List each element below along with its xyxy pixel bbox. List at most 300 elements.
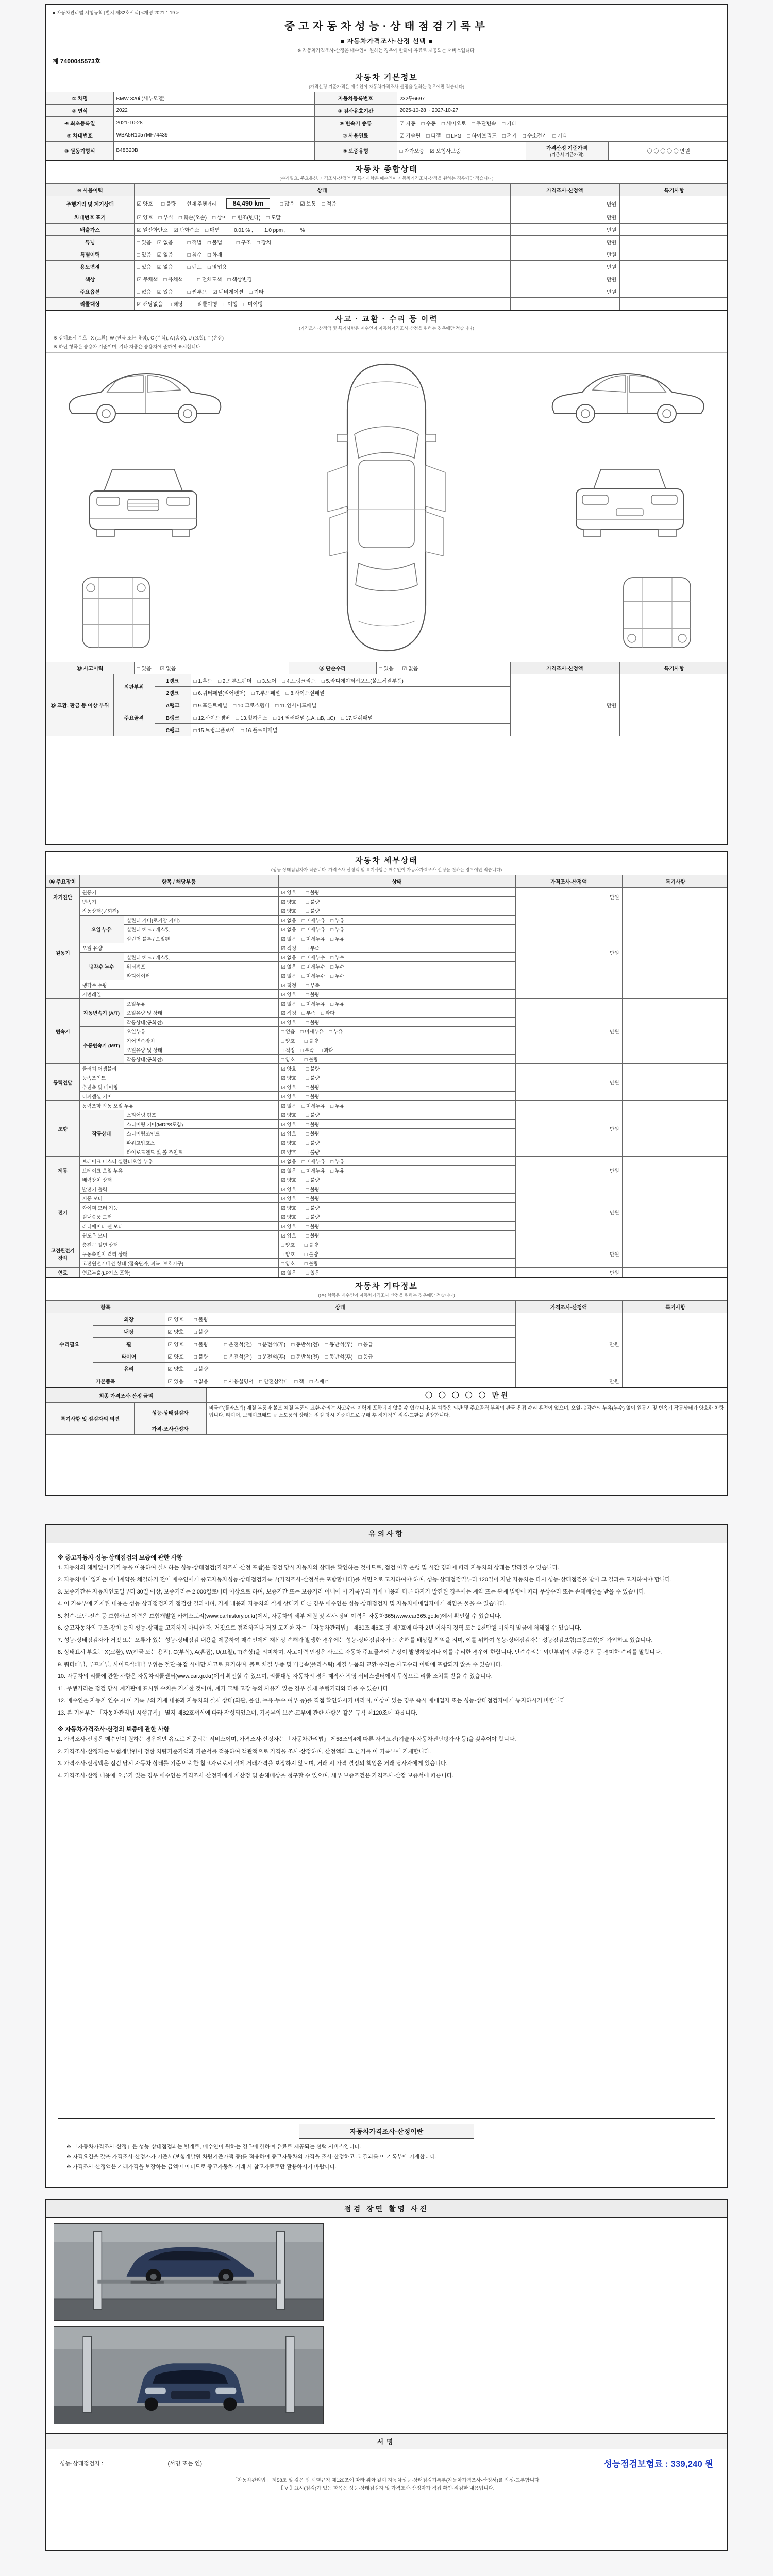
- accident-summary-table: [46, 662, 728, 674]
- item-cell: 기어변속장치: [124, 1036, 278, 1045]
- field-label: ③ 검사유효기간: [314, 105, 397, 117]
- rear-underbody-diagram: [608, 571, 706, 654]
- mileage-usage: □ 많음 ☑ 보통 □ 적음: [280, 201, 337, 207]
- device-label: 동력전달: [46, 1064, 79, 1101]
- state-cell: ☑ 없음 □ 미세누유 □ 누유: [278, 1101, 515, 1110]
- item-cell: 워터펌프: [124, 962, 278, 971]
- state-cell: □ 양호 □ 불량: [278, 1249, 515, 1259]
- color-state: ☑ 무채색 □ 유채색 □ 전체도색 □ 색상변경: [134, 273, 510, 285]
- price-column-header: 가격조사·산정액: [515, 875, 622, 888]
- item-cell: 라디에이터 팬 모터: [79, 1222, 278, 1231]
- state-cell: ☑ 양호 □ 불량 □ 운전석(전) □ 운전석(후) □ 동반석(전) □ 동반석(후) □ 응급: [165, 1338, 515, 1350]
- note-cell: [619, 211, 728, 224]
- table-row: [46, 196, 728, 211]
- state-code-legend: ※ 상태표시 부호 : X (교환), W (판금 또는 용접), C (부식), A (흠집), U (요철), T (손상): [54, 335, 224, 341]
- outer-panel-label: 외판부위: [113, 674, 155, 699]
- price-cell: 만원: [510, 211, 619, 224]
- notice-item: 1. 자동차의 해체없이 기기 등을 이용하여 실시하는 성능·상태점검(가격조사·산정 포함)은 점검 당시 자동차의 상태를 확인하는 것이므로, 점검 이후 운행 및 시간 경과에 따라 자동차의 상태는 달라질 수 있습니다.: [58, 1565, 560, 1571]
- table-row: [46, 129, 728, 142]
- row-label: 내장: [93, 1326, 165, 1338]
- transmission-checkboxes: ☑ 자동 □ 수동 □ 세미오토 □ 무단변속 □ 기타: [397, 117, 728, 129]
- state-cell: ☑ 양호 □ 불량 □ 운전석(전) □ 운전석(후) □ 동반석(전) □ 동반석(후) □ 응급: [165, 1350, 515, 1363]
- item-cell: 브레이크 마스터 실린더오일 누유: [79, 1157, 278, 1166]
- state-cell: ☑ 양호 □ 불량: [278, 990, 515, 999]
- note-cell: [619, 236, 728, 248]
- item-cell: 스티어링 펌프: [124, 1110, 278, 1120]
- item-cell: 윈도우 모터: [79, 1231, 278, 1240]
- item-cell: 구동축전지 격리 상태: [79, 1249, 278, 1259]
- row-label: 휠: [93, 1338, 165, 1350]
- price-cell: 만원: [510, 224, 619, 236]
- model-year-value: 2022: [113, 105, 314, 117]
- simple-repair-label: ⑭ 단순수리: [289, 662, 376, 674]
- table-row: [46, 248, 728, 261]
- item-cell: 원동기: [79, 888, 278, 897]
- item-cell: 실린더 헤드 / 개스킷: [124, 925, 278, 934]
- field-label: 자동차등록번호: [314, 92, 397, 105]
- note-cell: [622, 999, 728, 1064]
- appraiser-opinion-label: 가격·조사산정자: [134, 1422, 206, 1434]
- field-label: ⑦ 사용연료: [314, 129, 397, 142]
- rankA-items: □ 9.프론트패널 □ 10.크로스멤버 □ 11.인사이드패널: [191, 699, 510, 711]
- rankB-items: □ 12.사이드멤버 □ 13.휠하우스 □ 14.필러패널 (□A, □B, □C) □ 17.대쉬패널: [191, 711, 510, 724]
- car-side-view-right-diagram: [543, 360, 713, 432]
- table-row: [46, 662, 728, 674]
- table-row: [46, 674, 728, 687]
- note-cell: [619, 248, 728, 261]
- notice-item: 3. 가격조사·산정액은 점검 당시 자동차 상태를 기준으로 한 참고자료로서 실제 거래가격을 보장하지 않으며, 거래 시 가격 결정의 책임은 거래 당사자에게 있습니다.: [58, 1760, 448, 1767]
- item-cell: 클러치 어셈블리: [79, 1064, 278, 1073]
- notice-item: 10. 자동차의 리콜에 관한 사항은 자동차리콜센터(www.car.go.kr)에서 확인할 수 있으며, 리콜대상 자동차의 경우 제작사 직영 서비스센터에서 무상으로 리콜 조치를 받을 수 있습니다.: [58, 1673, 493, 1680]
- rankC-items: □ 15.트렁크플로어 □ 16.플로어패널: [191, 724, 510, 736]
- row-label: 용도변경: [46, 261, 134, 273]
- accident-history-state: □ 있음 ☑ 없음: [134, 662, 289, 674]
- price-cell: 만원: [510, 273, 619, 285]
- item-cell: 작동상태(공회전): [124, 1018, 278, 1027]
- item-cell: 브레이크 오일 누유: [79, 1166, 278, 1175]
- state-cell: ☑ 없음 □ 미세누유 □ 누유: [278, 1166, 515, 1175]
- price-column-header: 가격조사·산정액: [510, 662, 619, 674]
- notice-item: 2. 자동차매매업자는 매매계약을 체결하기 전에 매수인에게 중고자동차성능·상태점검기록부(가격조사·산정서를 포함합니다)를 서면으로 고지하여야 하며, 성능·상태점검일부터 120일이 지난 자동차는 다시 성능·상태점검을 받아 그 결과를 고지하여야 합니다.: [58, 1577, 672, 1583]
- state-cell: ☑ 양호 □ 불량: [165, 1313, 515, 1326]
- car-top-view-diagram: [318, 357, 455, 658]
- field-label: ⑨ 보증유형: [314, 142, 397, 160]
- state-cell: ☑ 양호 □ 불량: [278, 1175, 515, 1184]
- state-cell: ☑ 양호 □ 불량: [278, 1203, 515, 1212]
- price-cell: 만원: [515, 1101, 622, 1157]
- inspection-photo-2: [54, 2326, 324, 2424]
- table-row: [46, 92, 728, 105]
- item-cell: 디퍼렌셜 기어: [79, 1092, 278, 1101]
- notice-item: 6. 중고자동차의 구조·장치 등의 성능·상태를 고지하지 아니한 자, 거짓으로 점검하거나 거짓 고지한 자는 「자동차관리법」 제80조제6호 및 제7호에 따라 2년 이하의 징역 또는 2천만원 이하의 벌금에 처해질 수 있습니다.: [58, 1625, 582, 1632]
- table-row: [46, 1101, 728, 1110]
- item-cell: 작동상태(공회전): [124, 1055, 278, 1064]
- device-label: 자기진단: [46, 888, 79, 906]
- note-cell: [619, 261, 728, 273]
- row-label: 주행거리 및 계기상태: [46, 196, 134, 211]
- basic-info-table: [46, 92, 728, 160]
- price-cell: 만원: [510, 285, 619, 298]
- price-cell: 만원: [515, 999, 622, 1064]
- subgroup-label: 수동변속기 (M/T): [79, 1027, 124, 1064]
- item-cell: 작동상태(공회전): [79, 906, 278, 916]
- photo-section-title: 점검 장면 촬영 사진: [46, 2200, 727, 2218]
- notice-item: 1. 가격조사·산정은 매수인이 원하는 경우에만 유료로 제공되는 서비스이며, 가격조사·산정자는 「자동차관리법」 제58조의4에 따른 자격요건(기술사·자동차진단평가사 등)을 갖추어야 합니다.: [58, 1736, 516, 1743]
- row-label: 특별이력: [46, 248, 134, 261]
- fuel-type-checkboxes: ☑ 가솔린 □ 디젤 □ LPG □ 하이브리드 □ 전기 □ 수소전기 □ 기타: [397, 129, 728, 142]
- usage-change-state: □ 있음 ☑ 없음 □ 렌트 □ 영업용: [134, 261, 510, 273]
- item-cell: 파워고압호스: [124, 1138, 278, 1147]
- table-row: [46, 298, 728, 310]
- table-row: [46, 142, 728, 160]
- state-cell: ☑ 없음 □ 미세누유 □ 누유: [278, 1157, 515, 1166]
- signature-row: [46, 2449, 727, 2472]
- footer-line-1: 「자동차관리법」 제58조 및 같은 법 시행규칙 제120조에 따라 위와 같이 자동차성능·상태점검기록부(자동차가격조사·산정서)를 작성·교부합니다.: [232, 2478, 541, 2483]
- tuning-state: □ 있음 ☑ 없음 □ 적법 □ 불법 □ 구조 □ 장치: [134, 236, 510, 248]
- accident-history-label: ⑬ 사고이력: [46, 662, 134, 674]
- repair-needed-label: 수리필요: [46, 1313, 93, 1375]
- diagram-basis-note: ※ 하단 항목은 승용차 기준이며, 기타 차종은 승용차에 준하여 표시합니다.: [54, 344, 202, 349]
- item-cell: 실린더 블록 / 오일팬: [124, 934, 278, 943]
- state-cell: ☑ 없음 □ 미세누수 □ 누수: [278, 971, 515, 980]
- notice-item: 12. 매수인은 자동차 인수 시 이 기록부의 기재 내용과 자동차의 실제 상태(외관, 옵션, 누유·누수 여부 등)를 직접 확인하시기 바라며, 이상이 있는 경우 즉시 매매업자 또는 성능·상태점검자에게 통지하시기 바랍니다.: [58, 1698, 567, 1704]
- notice-item: 3. 보증기간은 자동차인도일부터 30일 이상, 보증거리는 2,000킬로미터 이상으로 하며, 보증기간 또는 보증거리 이내에 이 기록부의 기재 내용과 다른 하자가 발견된 경우에는 계약 또는 관계 법령에 따라 무상수리 또는 손해배상을 받을 수 있습니다.: [58, 1588, 646, 1595]
- rank2-items: □ 6.쿼터패널(리어펜더) □ 7.루프패널 □ 8.사이드실패널: [191, 687, 510, 699]
- note-cell: [622, 888, 728, 906]
- note-cell: [619, 285, 728, 298]
- state-cell: ☑ 양호 □ 불량: [278, 1064, 515, 1073]
- note-cell: [622, 1240, 728, 1268]
- device-label: 조향: [46, 1101, 79, 1157]
- plate-number-value: 232두6697: [397, 92, 728, 105]
- inspector-opinion-text: 비금속(플라스틱) 재질 부품과 볼트 체결 부품의 교환·수리는 사고수리 이력에 포함되지 않을 수 있습니다. 본 차량은 외판 및 주요골격 부위의 판금·용접 수리 흔적이 없으며, 오일·냉각수의 누유(누수) 없이 원동기 및 변속기 작동상태가 양호한 차량입니다. 타이어, 브레이크패드 등 소모품의 상태는 점검 당시 기준이므로 구매 후 정기적인 점검·교환을 권장합니다.: [206, 1403, 728, 1422]
- item-cell: 오일 유량: [79, 943, 278, 953]
- price-definition-line: ※ 자격요건을 갖춘 가격조사·산정자가 기준서(보험개발원 차량기준가액 등)를 적용하여 중고자동차의 가격을 조사·산정하고 그 결과를 이 기록부에 기재합니다.: [66, 2154, 437, 2160]
- row-label: 차대번호 표기: [46, 211, 134, 224]
- state-cell: ☑ 양호 □ 불량: [278, 1194, 515, 1203]
- page-title: 중고자동차성능·상태점검기록부: [284, 21, 489, 32]
- rank1-items: □ 1.후드 □ 2.프론트펜더 □ 3.도어 □ 4.트렁크리드 □ 5.라디에이터서포트(볼트체결부품): [191, 674, 510, 687]
- table-row: [46, 906, 728, 916]
- vehicle-damage-diagrams: [46, 352, 727, 662]
- warranty-type-checkboxes: □ 자가보증 ☑ 보험사보증: [397, 142, 526, 160]
- note-cell: [622, 1157, 728, 1184]
- row-label: 주요옵션: [46, 285, 134, 298]
- notice-item: 9. 쿼터패널, 루프패널, 사이드실패널 부위는 절단·용접 시에만 사고로 표기하며, 볼트 체결 부품 및 비금속(플라스틱) 재질 부품의 교환·수리는 사고수리 이력에 포함되지 않을 수 있습니다.: [58, 1661, 502, 1668]
- item-column-header: 항목 / 해당부품: [79, 875, 278, 888]
- row-label: 튜닝: [46, 236, 134, 248]
- item-cell: 실린더 커버(로커암 커버): [124, 916, 278, 925]
- price-cell: 만원: [515, 888, 622, 906]
- basic-items-state: ☑ 있음 □ 없음 □ 사용설명서 □ 안전삼각대 □ 잭 □ 스패너: [165, 1375, 515, 1387]
- row-label: 리콜대상: [46, 298, 134, 310]
- price-cell: 만원: [510, 261, 619, 273]
- regulation-reference: ■ 자동차관리법 시행규칙 [별지 제82호서식] <개정 2021.1.19.>: [53, 10, 179, 15]
- engine-type-value: B48B20B: [113, 142, 314, 160]
- item-cell: 고전원전기배선 상태 (접속단자, 피복, 보호기구): [79, 1259, 278, 1268]
- odometer-value: 84,490 km: [226, 198, 271, 209]
- item-cell: 라디에이터: [124, 971, 278, 980]
- emission-state: ☑ 일산화탄소 ☑ 탄화수소 □ 매연 0.01 % , 1.0 ppm , %: [134, 224, 510, 236]
- rankB-label: B랭크: [155, 711, 191, 724]
- note-cell: [619, 273, 728, 285]
- state-cell: ☑ 없음 □ 미세누유 □ 누유: [278, 925, 515, 934]
- table-header-row: [46, 875, 728, 888]
- state-cell: ☑ 양호 □ 불량: [278, 1110, 515, 1120]
- basic-section-title: 자동차 기본정보: [355, 73, 418, 82]
- document-number: 제 7400045573호: [53, 58, 101, 65]
- price-cell: 만원: [510, 236, 619, 248]
- state-cell: □ 양호 □ 불량: [278, 1036, 515, 1045]
- state-cell: ☑ 양호 □ 불량: [278, 1120, 515, 1129]
- document-page-4: [45, 2199, 728, 2551]
- notice-item: 8. 상태표시 부호는 X(교환), W(판금 또는 용접), C(부식), A(흠집), U(요철), T(손상)을 의미하며, 사고이력 인정은 사고로 자동차 주요골격에 손상이 발생하였거나 이를 수리한 경우에 한합니다. 단순수리는 외판부위의 판금·용접 등 경미한 수리를 말합니다.: [58, 1649, 662, 1656]
- field-label: ② 연식: [46, 105, 113, 117]
- car-rear-view-diagram: [563, 461, 697, 559]
- device-label: 고전원전기장치: [46, 1240, 79, 1268]
- price-definition-title: 자동차가격조사·산정이란: [299, 2124, 474, 2139]
- base-price-label: 가격산정 기준가격 (기준서 기준가격): [526, 142, 608, 160]
- table-row: [46, 1064, 728, 1073]
- document-page-3: [45, 1524, 728, 2188]
- section-basic-info: [46, 69, 727, 160]
- subgroup-label: 냉각수 누수: [79, 953, 124, 980]
- basic-section-note: (가격산정 기준가격은 매수인이 자동차가격조사·산정을 원하는 경우에만 적습니다): [309, 84, 464, 89]
- state-cell: ☑ 양호 □ 불량: [278, 1082, 515, 1092]
- item-cell: 시동 모터: [79, 1194, 278, 1203]
- exchange-rank-table: [46, 674, 728, 736]
- mileage-state-cell: [134, 196, 510, 211]
- table-header-row: [46, 184, 728, 196]
- section-accident-history: [46, 310, 727, 736]
- table-row: [46, 1313, 728, 1326]
- price-column-header: 가격조사·산정액: [510, 184, 619, 196]
- table-header-row: [46, 1301, 728, 1313]
- state-cell: ☑ 양호 □ 불량: [165, 1363, 515, 1375]
- state-column-header: 상태: [134, 184, 510, 196]
- section-detail-condition: [46, 852, 727, 1277]
- state-cell: ☑ 양호 □ 불량: [165, 1326, 515, 1338]
- notices-body: [46, 1543, 727, 2187]
- item-cell: 실린더 헤드 / 개스킷: [124, 953, 278, 962]
- state-cell: ☑ 양호 □ 불량: [278, 1018, 515, 1027]
- item-cell: 커먼레일: [79, 990, 278, 999]
- price-cell: 만원: [515, 1313, 622, 1375]
- price-cell: 만원: [515, 1268, 622, 1277]
- note-cell: [622, 1268, 728, 1277]
- inspection-insurance-fee: 성능점검보험료 : 339,240 원: [603, 2459, 713, 2469]
- simple-repair-state: □ 있음 ☑ 없음: [376, 662, 510, 674]
- item-cell: 와이퍼 모터 기능: [79, 1203, 278, 1212]
- notice-heading: ※ 중고자동차 성능·상태점검의 보증에 관한 사항: [58, 1555, 183, 1561]
- state-cell: ☑ 없음 □ 미세누수 □ 누수: [278, 962, 515, 971]
- car-front-view-diagram: [76, 461, 210, 559]
- price-definition-line: ※ 「자동차가격조사·산정」은 성능·상태점검과는 별개로, 매수인이 원하는 경우에 한하여 유료로 제공되는 선택 서비스입니다.: [66, 2143, 361, 2150]
- price-cell: 만원: [515, 1240, 622, 1268]
- overall-section-note: (수리필요, 주요옵션, 가격조사·산정액 및 특기사항은 매수인이 자동차가격조사·산정을 원하는 경우에만 적습니다): [279, 176, 494, 181]
- device-label: 전기: [46, 1184, 79, 1240]
- table-row: [46, 1240, 728, 1249]
- row-label: 색상: [46, 273, 134, 285]
- state-cell: □ 양호 □ 불량: [278, 1055, 515, 1064]
- front-underbody-diagram: [67, 571, 165, 654]
- etc-section-title: 자동차 기타정보: [355, 1282, 418, 1291]
- note-column-header: 특기사항: [619, 184, 728, 196]
- note-cell: [622, 1184, 728, 1240]
- table-row: [46, 236, 728, 248]
- price-cell: [510, 298, 619, 310]
- price-cell: 만원: [510, 248, 619, 261]
- etc-section-note: ((※) 항목은 매수인이 자동차가격조사·산정을 원하는 경우에만 적습니다): [318, 1293, 455, 1298]
- row-label: 외장: [93, 1313, 165, 1326]
- state-cell: ☑ 적정 □ 부족: [278, 980, 515, 990]
- basic-items-label: 기본품목: [46, 1375, 165, 1387]
- car-side-view-left-diagram: [60, 360, 230, 432]
- item-cell: 동력조향 작동 오일 누유: [79, 1101, 278, 1110]
- detail-condition-table: [46, 875, 728, 1277]
- state-cell: ☑ 양호 □ 불량: [278, 1138, 515, 1147]
- field-label: ① 차명: [46, 92, 113, 105]
- item-cell: 변속기: [79, 897, 278, 906]
- price-cell: 만원: [515, 906, 622, 999]
- notice-item: 2. 가격조사·산정자는 보험개발원이 정한 차량기준가액과 기준서를 적용하여 객관적으로 가격을 조사·산정하며, 산정액과 그 근거를 이 기록부에 기재합니다.: [58, 1748, 431, 1755]
- item-cell: 실내송풍 모터: [79, 1212, 278, 1222]
- form-header: [46, 5, 727, 69]
- field-label: ⑤ 차대번호: [46, 129, 113, 142]
- section-overall-condition: [46, 160, 727, 310]
- special-history-state: □ 있음 ☑ 없음 □ 침수 □ 화재: [134, 248, 510, 261]
- note-cell: [622, 1064, 728, 1101]
- signature-band: 서명: [46, 2433, 727, 2449]
- vehicle-name-value: BMW 320i (세부모델): [113, 92, 314, 105]
- detail-section-title: 자동차 세부상태: [355, 856, 418, 865]
- item-cell: 추진축 및 베어링: [79, 1082, 278, 1092]
- notice-item: 4. 이 기록부에 기재된 내용은 성능·상태점검자가 점검한 결과이며, 기재 내용과 자동차의 실제 상태가 다른 경우 매수인은 성능·상태점검자 및 자동차매매업자에게 책임을 물을 수 있습니다.: [58, 1601, 507, 1607]
- note-cell: [622, 1101, 728, 1157]
- price-definition-line: ※ 가격조사·산정액은 거래가격을 보장하는 금액이 아니므로 중고자동차 거래 시 참고자료로만 활용하시기 바랍니다.: [66, 2164, 337, 2171]
- final-price-table: [46, 1388, 728, 1435]
- form-footer: [46, 2472, 727, 2498]
- rankA-label: A랭크: [155, 699, 191, 711]
- state-cell: □ 없음 □ 미세누유 □ 누유: [278, 1027, 515, 1036]
- notices-title: 유의사항: [46, 1525, 727, 1543]
- subgroup-label: 자동변속기 (A/T): [79, 999, 124, 1027]
- inspection-period-value: 2025-10-28 ~ 2027-10-27: [397, 105, 728, 117]
- state-column-header: 상태: [278, 875, 515, 888]
- item-cell: 연료누출(LP가스 포함): [79, 1268, 278, 1277]
- appraiser-opinion-text: [206, 1422, 728, 1434]
- inspection-photos: [46, 2218, 727, 2433]
- price-column-header: 가격조사·산정액: [515, 1301, 622, 1313]
- item-cell: 발전기 출력: [79, 1184, 278, 1194]
- exchange-section-label: ⑮ 교환, 판금 등 이상 부위: [46, 674, 113, 736]
- item-cell: 스티어링 기어(MDPS포함): [124, 1120, 278, 1129]
- item-cell: 냉각수 수량: [79, 980, 278, 990]
- detail-section-note: (성능·상태점검자가 적습니다. 가격조사·산정액 및 특기사항은 매수인이 자동차가격조사·산정을 원하는 경우에만 적습니다): [271, 867, 502, 872]
- note-cell: [622, 1313, 728, 1375]
- item-cell: 오일유량 및 상태: [124, 1008, 278, 1018]
- note-cell: [622, 906, 728, 999]
- device-label: 원동기: [46, 906, 79, 999]
- price-cell: 만원: [510, 674, 619, 736]
- page-subtitle: ■ 자동차가격조사·산정 선택 ■: [340, 38, 433, 45]
- rankC-label: C랭크: [155, 724, 191, 736]
- state-cell: ☑ 양호 □ 불량: [278, 1231, 515, 1240]
- overall-section-title: 자동차 종합상태: [355, 165, 418, 174]
- price-guarantee-heading: ※ 자동차가격조사·산정의 보증에 관한 사항: [58, 1726, 170, 1733]
- item-cell: 등속조인트: [79, 1073, 278, 1082]
- state-cell: ☑ 양호 □ 불량: [278, 1073, 515, 1082]
- device-label: 연료: [46, 1268, 79, 1277]
- subgroup-label: 오일 누유: [79, 916, 124, 943]
- recall-state: ☑ 해당없음 □ 해당 리콜이행 □ 이행 □ 미이행: [134, 298, 510, 310]
- state-cell: ☑ 없음 □ 미세누유 □ 누유: [278, 916, 515, 925]
- price-cell: 만원: [510, 196, 619, 211]
- item-cell: 오일누유: [124, 1027, 278, 1036]
- table-row: [46, 1375, 728, 1387]
- item-cell: 오일유량 및 상태: [124, 1045, 278, 1055]
- table-row: [46, 1184, 728, 1194]
- state-cell: ☑ 양호 □ 불량: [278, 906, 515, 916]
- state-cell: ☑ 양호 □ 불량: [278, 1212, 515, 1222]
- state-cell: ☑ 양호 □ 불량: [278, 888, 515, 897]
- row-label: 유리: [93, 1363, 165, 1375]
- opinion-section-label: 특기사항 및 점검자의 의견: [46, 1403, 134, 1435]
- table-row: [46, 105, 728, 117]
- device-label: 변속기: [46, 999, 79, 1064]
- state-cell: ☑ 양호 □ 불량: [278, 1184, 515, 1194]
- price-cell: 만원: [515, 1184, 622, 1240]
- price-cell: 만원: [515, 1375, 622, 1387]
- rank2-label: 2랭크: [155, 687, 191, 699]
- subgroup-label: 작동상태: [79, 1110, 124, 1157]
- notice-item: 7. 성능·상태점검자가 거짓 또는 오류가 있는 성능·상태점검 내용을 제공하여 매수인에게 재산상 손해가 발생한 경우에는 성능·상태점검자가 그 손해를 배상할 책임을 지며, 이를 위하여 성능·상태점검자는 성능점검보험(보증보험)에 가입하고 있습니다.: [58, 1637, 653, 1643]
- vin-state: ☑ 양호 □ 부식 □ 훼손(오손) □ 상이 □ 변조(변타) □ 도말: [134, 211, 510, 224]
- price-cell: 만원: [515, 1157, 622, 1184]
- table-row: [46, 1403, 728, 1422]
- state-cell: ☑ 양호 □ 불량: [278, 1092, 515, 1101]
- note-cell: [619, 298, 728, 310]
- accident-section-note: (가격조사·산정액 및 특기사항은 매수인이 자동차가격조사·산정을 원하는 경우에만 적습니다): [299, 326, 474, 331]
- state-cell: □ 양호 □ 불량: [278, 1240, 515, 1249]
- note-cell: [622, 1375, 728, 1387]
- table-row: [46, 888, 728, 897]
- table-row: [46, 1388, 728, 1403]
- section-etc-info: [46, 1277, 727, 1387]
- field-label: ⑧ 원동기형식: [46, 142, 113, 160]
- notice-item: 13. 본 기록부는 「자동차관리법 시행규칙」 별지 제82호서식에 따라 작성되었으며, 기록부의 보존·교부에 관한 사항은 같은 규칙 제120조에 따릅니다.: [58, 1709, 417, 1716]
- final-price-value: 〇 〇 〇 〇 〇 만원: [206, 1388, 728, 1403]
- row-label: 타이어: [93, 1350, 165, 1363]
- notice-item: 4. 가격조사·산정 내용에 오류가 있는 경우 매수인은 가격조사·산정자에게 재산정 및 손해배상을 청구할 수 있으며, 세부 보증조건은 가격조사·산정 보증서에 따릅니다.: [58, 1772, 454, 1779]
- state-cell: ☑ 적정 □ 부족: [278, 943, 515, 953]
- state-cell: ☑ 양호 □ 불량: [278, 1222, 515, 1231]
- table-row: [46, 273, 728, 285]
- state-cell: ☑ 없음 □ 미세누수 □ 누수: [278, 953, 515, 962]
- item-cell: 충전구 절연 상태: [79, 1240, 278, 1249]
- note-cell: [619, 196, 728, 211]
- footer-line-2: 【 V 】표시(점검)가 있는 항목은 성능·상태점검자 및 가격조사·산정자가 직접 확인·점검한 내용입니다.: [278, 2486, 495, 2492]
- field-label: ④ 최초등록일: [46, 117, 113, 129]
- item-cell: 배력장치 상태: [79, 1175, 278, 1184]
- table-row: [46, 224, 728, 236]
- main-frame-label: 주요골격: [113, 699, 155, 736]
- note-column-header: 특기사항: [619, 662, 728, 674]
- table-row: [46, 117, 728, 129]
- page-subnote: ※ 자동차가격조사·산정은 매수인이 원하는 경우에 한하여 유료로 제공되는 서비스입니다.: [297, 48, 476, 53]
- base-price-value: 〇 〇 〇 〇 〇 만원: [608, 142, 728, 160]
- inspection-photo-1: [54, 2223, 324, 2321]
